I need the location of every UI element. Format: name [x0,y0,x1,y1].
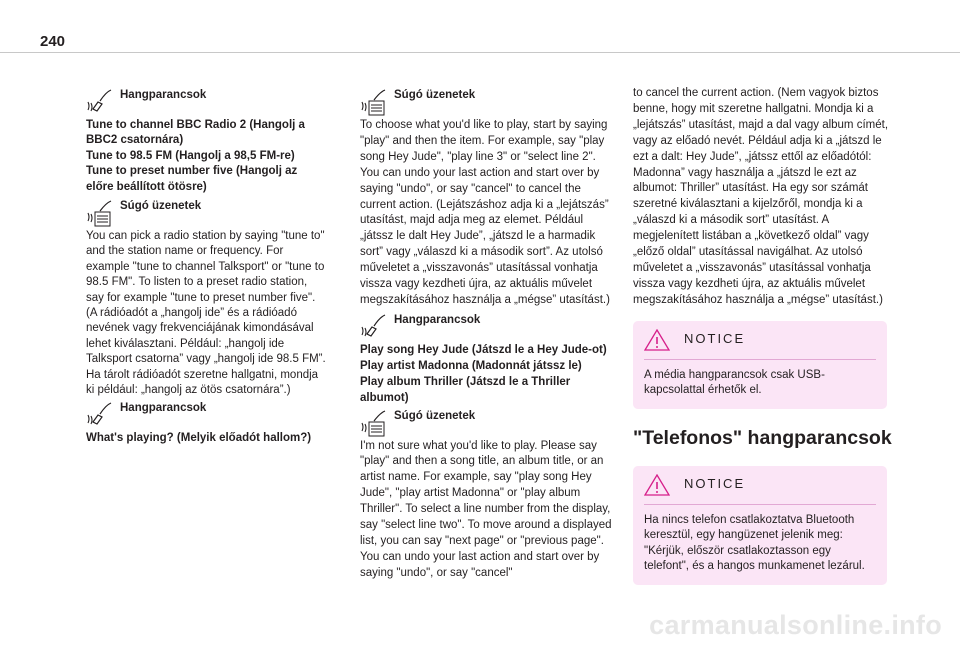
voice-icon [86,401,112,427]
help-message-label: Súgó üzenetek [394,89,476,101]
notice-divider [644,359,876,360]
column-3 [633,86,895,585]
warning-icon [644,329,670,351]
help-speech-icon [360,88,388,118]
column-1 [86,86,326,446]
voice-command-heading [86,86,326,118]
column-2 [360,86,618,582]
notice-divider [644,504,876,505]
voice-command-label: Hangparancsok [120,401,207,414]
header-divider [0,52,960,53]
voice-command-heading-2 [86,399,326,431]
continued-help-text: to cancel the current action. (Nem vagyok biztos benne, hogy mit szeretne hallgatni. Mondja ki a „lejátszás” utasítást, majd a dal vagy album címét, vagy az előadó nevét. Például adja ki a „játszd le ezt a dalt: Hey Jude”, „játssz ettől az előadótól: Madonna” vagy használja a „játszd le ezt az albumot: Thriller” utasítást. Ha egy sor számát szeretné kiválasztani a kijelzőről, mondja ki a „válaszd ki a második sort” utasítást. A megjelenített listában a „következő oldal” vagy „előző oldal” utasítással navigálhat. Az utolsó műveletet a „visszavonás” utasítással vonhatja vissza vagy kezdheti újra, az aktuális művelet megszakításához használja a „mégse” utasítást.) [633,87,889,306]
help-message-label: Súgó üzenetek [394,409,476,422]
help-message-label: Súgó üzenetek [120,200,202,213]
help-speech-icon [360,409,388,439]
notice-header [644,474,876,496]
help-text: I'm not sure what you'd like to play. Please say "play" and then a song title, an album title, or an artist name. For example, say "play song Hey Jude", "play artist Madonna" or "play album Thriller". To select a line number from the display, say "select line two". To move around a displayed list, you can say "next page" or "previous page". You can undo your last action and start over by saying "undo", or say "cancel" [360,439,612,579]
command-list: Play song Hey Jude (Játszd le a Hey Jude-ot) Play artist Madonna (Madonnát játssz le) Play album Thriller (Játszd le a Thriller albumot) [360,343,607,404]
help-message-heading [360,86,618,118]
page-number: 240 [40,33,66,50]
help-text: You can pick a radio station by saying "tune to" and the station name or frequency. For example "tune to channel Talksport" or "tune to 98.5 FM". To listen to a preset radio station, say for example "tune to preset number five". (A rádióadót a „hangolj ide” és a rádióadó nevének vagy frekvenciájának kimondásával lehet kiválasztani. Például: „hangolj ide Talksport csatorna” vagy „hangolj ide 98.5 FM”. Ha tárolt rádióadót szeretne hallgatni, mondja ki például: „hangolj az ötös csatornára”.) [86,230,326,397]
help-message-heading [86,197,326,229]
voice-command-label: Hangparancsok [120,89,207,101]
notice-header [644,329,876,351]
section-title: "Telefonos" hangparancsok [633,426,892,449]
notice-box [633,321,887,409]
help-text: To choose what you'd like to play, start by saying "play" and then the item. For example, say "play song Hey Jude", "play line 3" or "select line 2". You can undo your last action and start over by saying "undo", or say "cancel" to cancel the current action. (Lejátszáshoz adja ki a „lejátszás” utasítást, majd adja meg az elemet. Például „játssz le dalt Hey Jude”, „játszd le a harmadik sort” vagy „válaszd ki a második sort”. Az utolsó műveletet a „visszavonás” utasítással vonhatja vissza vagy kezdheti újra, az aktuális művelet megszakításához használja a „mégse” utasítást.) [360,119,610,306]
voice-icon [86,88,112,114]
command-list: What's playing? (Melyik előadót hallom?) [86,431,312,444]
watermark: carmanualsonline.info [649,610,942,640]
voice-command-label: Hangparancsok [394,313,481,326]
notice-text: Ha nincs telefon csatlakoztatva Bluetooth keresztül, egy hangüzenet jelenik meg: "Kérjük, először csatlakoztasson egy telefont", és a hangos munkamenet lezárul. [644,513,865,573]
notice-text: A média hangparancsok csak USB-kapcsolattal érhetők el. [644,368,825,397]
notice-title: NOTICE [684,475,746,491]
voice-icon [360,313,386,339]
help-speech-icon [86,199,114,229]
notice-box-2 [633,466,887,585]
warning-icon [644,474,670,496]
notice-title: NOTICE [684,330,746,346]
help-message-heading-2 [360,407,618,439]
voice-command-heading [360,311,618,343]
command-list: Tune to channel BBC Radio 2 (Hangolj a BBC2 csatornára) Tune to 98.5 FM (Hangolj a 98,5 FM-re) Tune to preset number five (Hangolj az előre beállított ötösre) [86,119,305,193]
